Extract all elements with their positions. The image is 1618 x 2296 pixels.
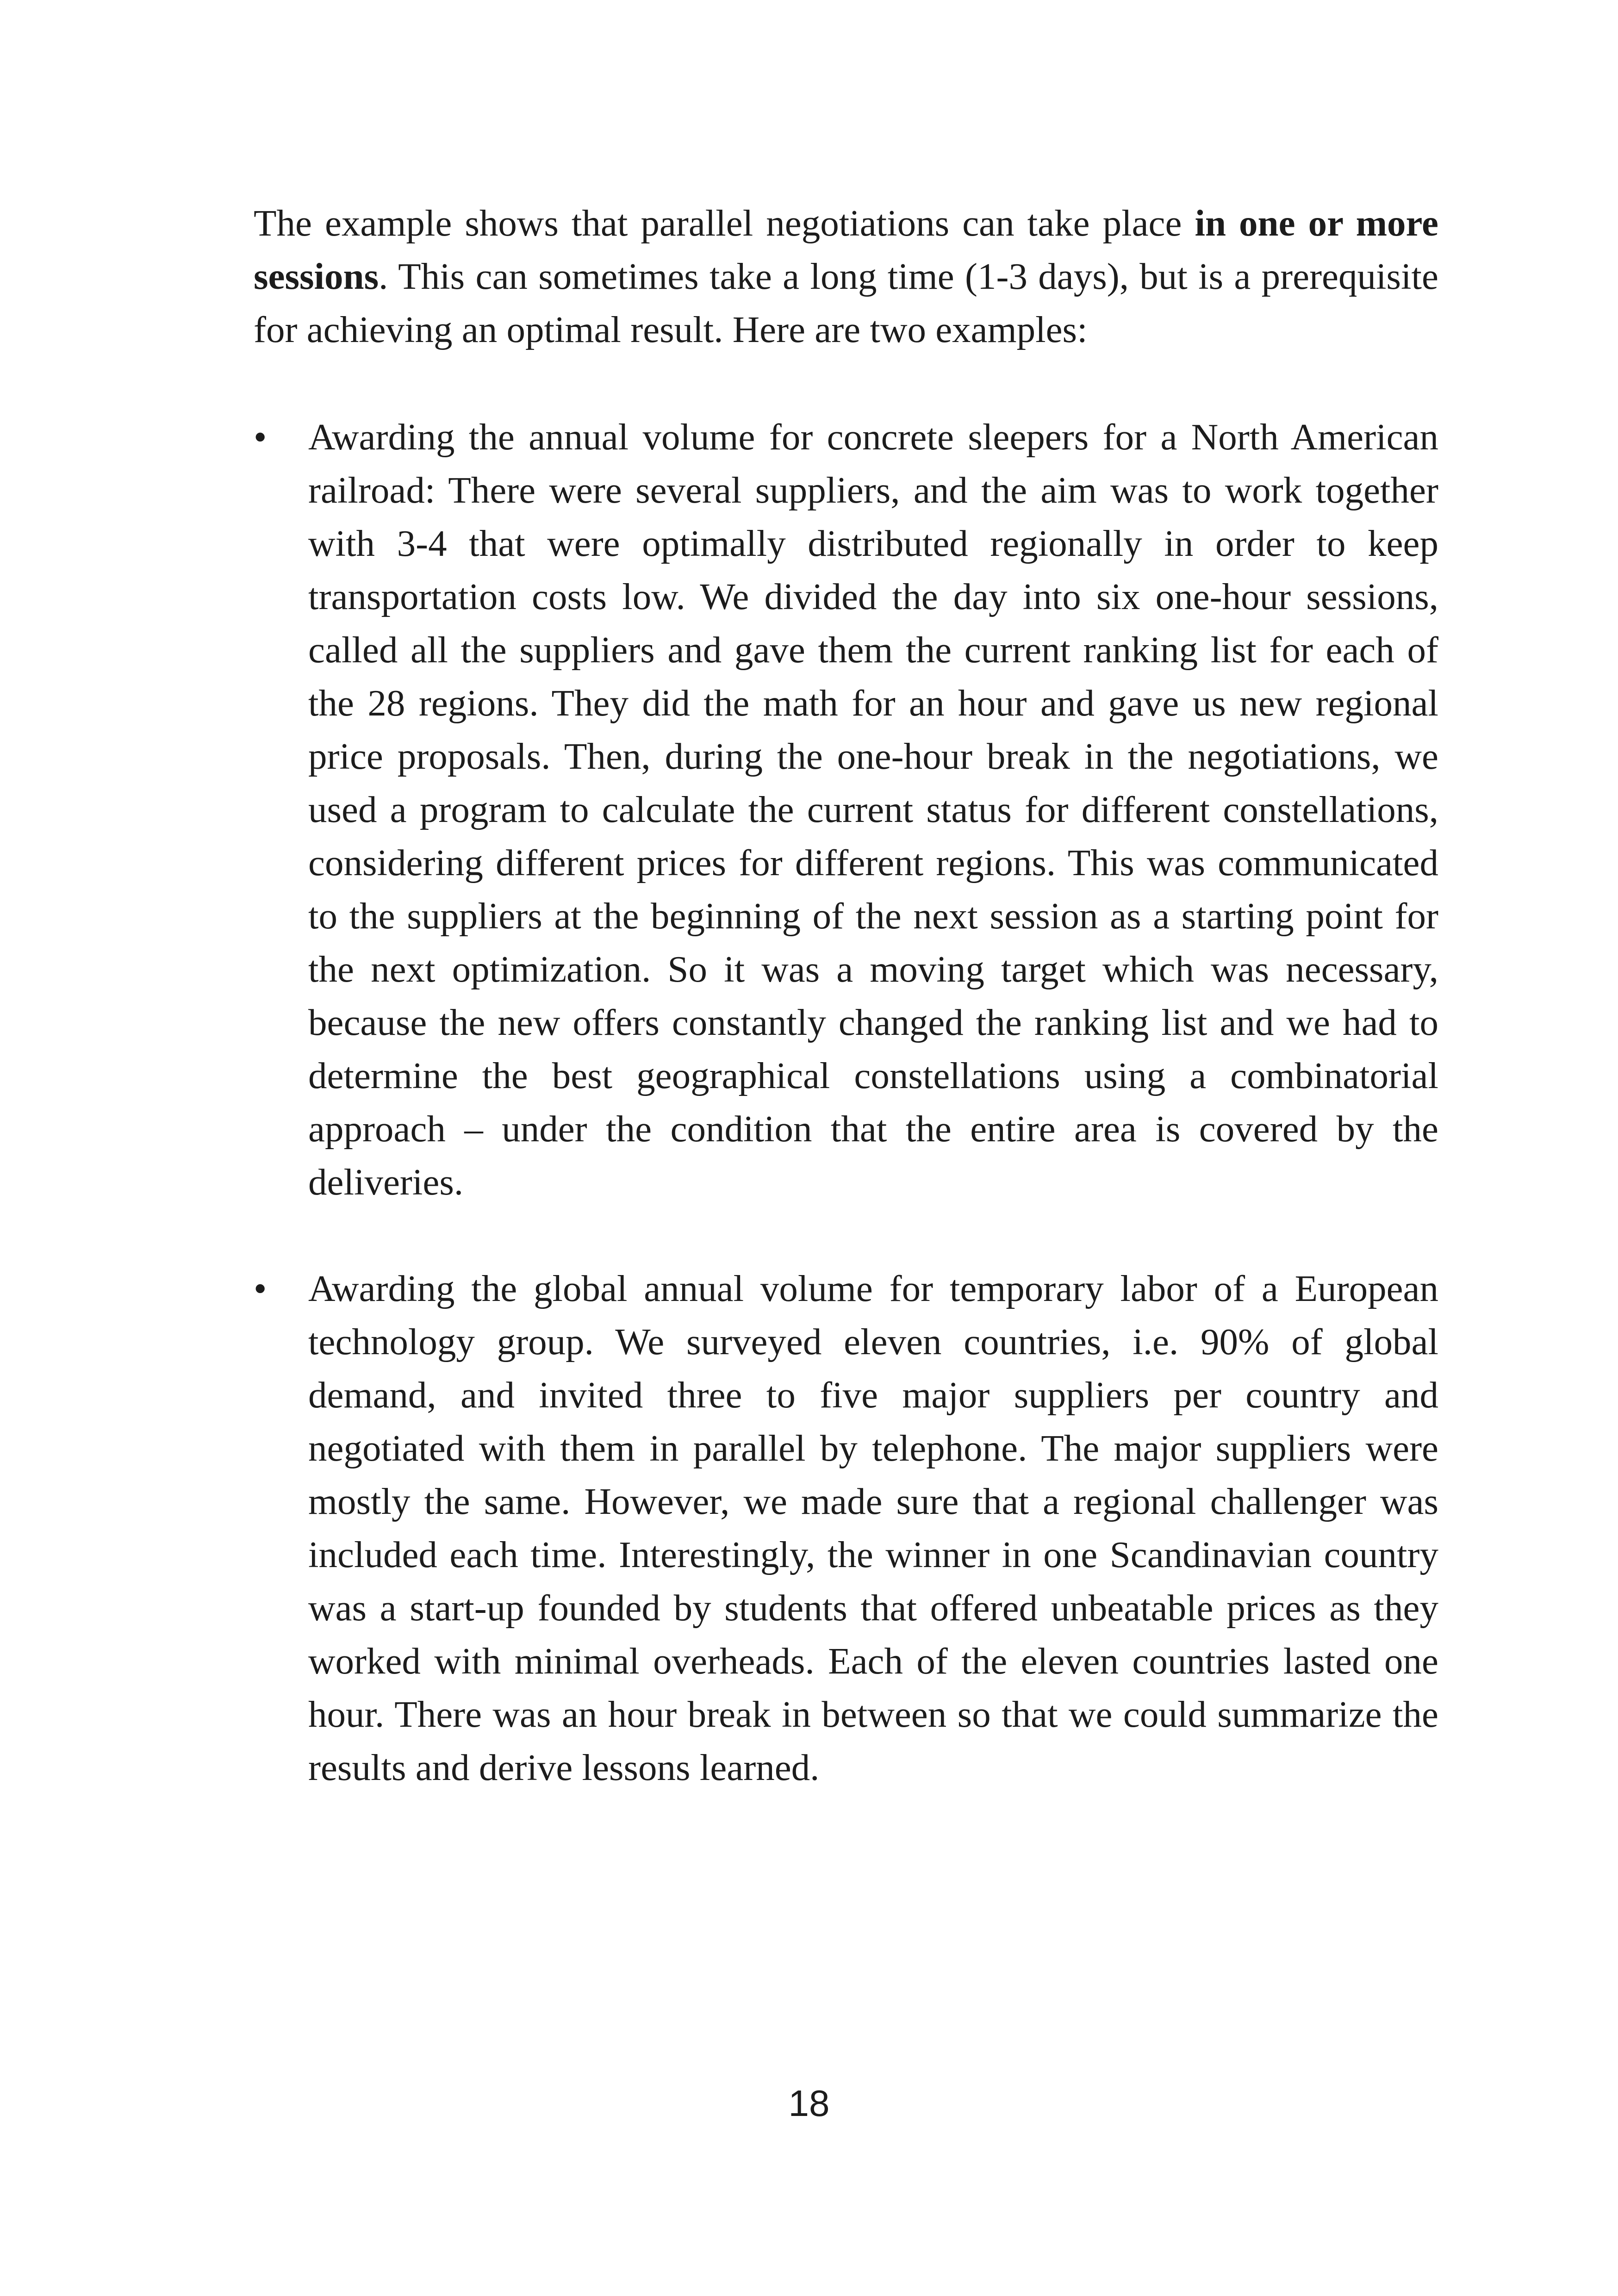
intro-bold-text: in one or more sessions <box>254 202 1438 297</box>
intro-paragraph <box>254 197 1438 356</box>
bullet-icon: • <box>254 1268 267 1309</box>
bullet-icon: • <box>254 416 267 458</box>
list-item-text: Awarding the global annual volume for temporary labor of a European technology group. We surveyed eleven countries, i.e. 90% of global demand, and invited three to five major suppliers per country and negotiated with them in parallel by telephone. The major suppliers were mostly the same. However, we made sure that a regional challenger was included each time. Interestingly, the winner in one Scandinavian country was a start-up founded by students that offered unbeatable prices as they worked with minimal overheads. Each of the eleven countries lasted one hour. There was an hour break in between so that we could summarize the results and derive lessons learned. <box>308 1268 1438 1788</box>
examples-list <box>254 411 1438 1794</box>
intro-text-before: The example shows that parallel negotiations can take place <box>254 202 1195 244</box>
page-number: 18 <box>788 2083 830 2124</box>
list-item <box>254 1262 1438 1794</box>
body-text <box>254 197 1438 1794</box>
list-item <box>254 411 1438 1209</box>
intro-text-after: . This can sometimes take a long time (1-3 days), but is a prerequisite for achieving an optimal result. Here are two examples: <box>254 255 1438 350</box>
list-item-text: Awarding the annual volume for concrete sleepers for a North American railroad: There were several suppliers, and the aim was to work together with 3-4 that were optimally distributed regionally in order to keep transportation costs low. We divided the day into six one-hour sessions, called all the suppliers and gave them the current ranking list for each of the 28 regions. They did the math for an hour and gave us new regional price proposals. Then, during the one-hour break in the negotiations, we used a program to calculate the current status for different constellations, considering different prices for different regions. This was communicated to the suppliers at the beginning of the next session as a starting point for the next optimization. So it was a moving target which was necessary, because the new offers constantly changed the ranking list and we had to determine the best geographical constellations using a combinatorial approach – under the condition that the entire area is covered by the deliveries. <box>308 416 1438 1203</box>
